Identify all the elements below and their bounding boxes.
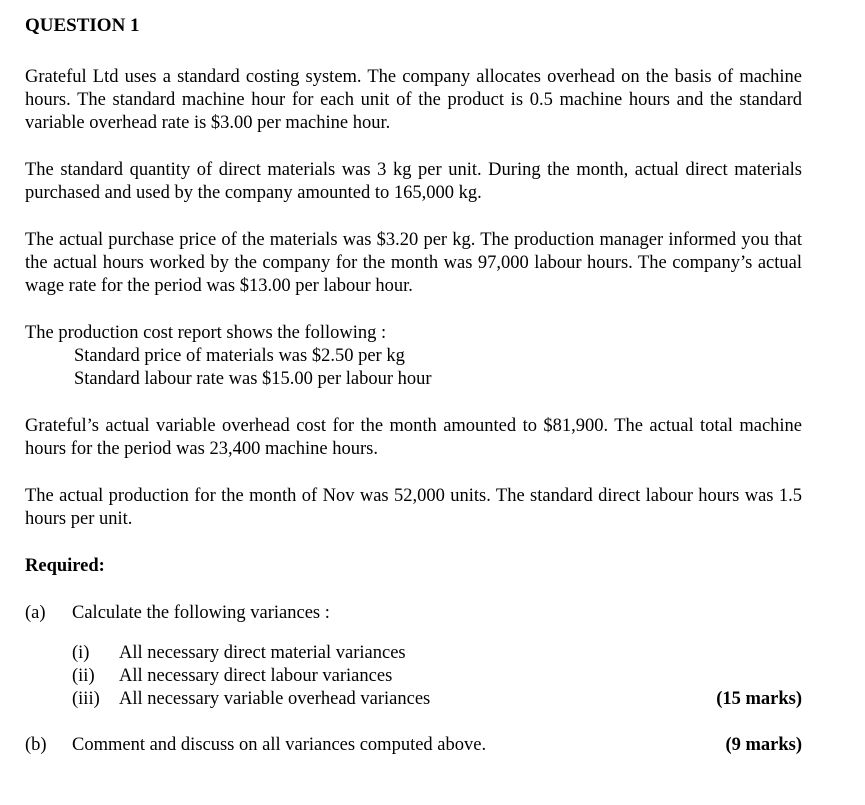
- production-cost-report: [25, 322, 802, 391]
- item-label: (iii): [72, 689, 100, 709]
- part-a-item-i: [72, 642, 802, 665]
- part-a-items: [25, 642, 802, 711]
- part-a-marks: (15 marks): [716, 689, 802, 709]
- item-text: All necessary direct labour variances: [119, 666, 393, 686]
- part-b-marks: (9 marks): [725, 735, 802, 755]
- report-line-labour-rate: Standard labour rate was $15.00 per labour hour: [74, 369, 432, 389]
- part-b-label: (b): [25, 735, 47, 755]
- part-a-text: Calculate the following variances :: [72, 603, 330, 623]
- paragraph-variable-overhead: Grateful’s actual variable overhead cost for the month amounted to $81,900. The actual total machine hours for the period was 23,400 machine hours.: [25, 416, 802, 459]
- question-page: [25, 14, 802, 757]
- item-label: (ii): [72, 666, 95, 686]
- item-text: All necessary variable overhead variances: [119, 689, 431, 709]
- required-heading: Required:: [25, 556, 105, 576]
- part-a: [25, 602, 802, 711]
- report-line-material-price: Standard price of materials was $2.50 per kg: [74, 346, 405, 366]
- question-title: QUESTION 1: [25, 15, 140, 36]
- paragraph-overhead: Grateful Ltd uses a standard costing system. The company allocates overhead on the basis of machine hours. The standard machine hour for each unit of the product is 0.5 machine hours and the standard variable overhead rate is $3.00 per machine hour.: [25, 67, 802, 133]
- part-a-label: (a): [25, 603, 46, 623]
- item-text: All necessary direct material variances: [119, 643, 406, 663]
- report-intro: The production cost report shows the following :: [25, 323, 387, 343]
- paragraph-price-hours: The actual purchase price of the materials was $3.20 per kg. The production manager informed you that the actual hours worked by the company for the month was 97,000 labour hours. The company’s actual wage rate for the period was $13.00 per labour hour.: [25, 230, 802, 296]
- part-b-text: Comment and discuss on all variances computed above.: [72, 735, 487, 755]
- part-a-item-iii: [72, 688, 802, 711]
- part-b: [25, 734, 802, 757]
- paragraph-production: The actual production for the month of Nov was 52,000 units. The standard direct labour hours was 1.5 hours per unit.: [25, 486, 802, 529]
- part-a-item-ii: [72, 665, 802, 688]
- paragraph-materials: The standard quantity of direct materials was 3 kg per unit. During the month, actual direct materials purchased and used by the company amounted to 165,000 kg.: [25, 160, 802, 203]
- item-label: (i): [72, 643, 90, 663]
- part-a-header: [25, 602, 802, 625]
